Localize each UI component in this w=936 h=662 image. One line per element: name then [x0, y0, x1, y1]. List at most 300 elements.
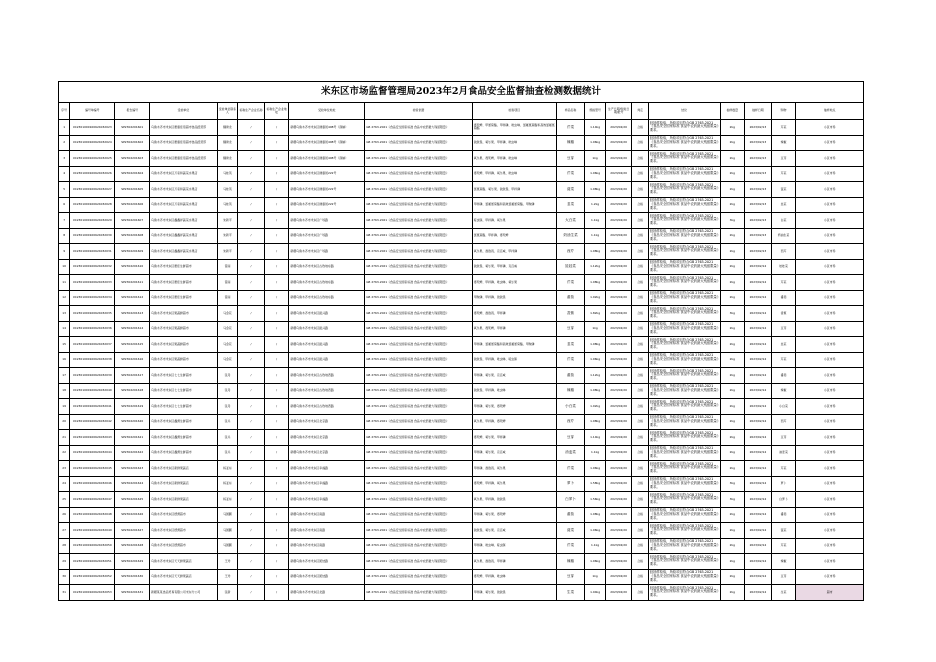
cell-seq: 29	[59, 554, 70, 570]
cell-sampling-place: 小区市场	[796, 368, 864, 384]
cell-sample-qty: 2kg	[720, 337, 745, 353]
cell-date: 2023/02/20	[605, 569, 632, 585]
cell-report-no: SP2302201609	[115, 244, 150, 260]
cell-seq: 25	[59, 492, 70, 508]
cell-judgement: 合格	[632, 166, 648, 182]
cell-seq: 17	[59, 368, 70, 384]
cell-purchase: 菠菜	[771, 523, 796, 539]
cell-report-no: SP2302201627	[115, 523, 150, 539]
cell-sampling-date: 2023/02/14	[745, 321, 772, 337]
cell-purchase: 芹菜	[771, 461, 796, 477]
cell-report-no: SP2302201631	[115, 585, 150, 601]
cell-purchase: 芹菜	[771, 120, 796, 136]
cell-producer-name: /	[238, 399, 265, 415]
cell-producer-name: /	[238, 585, 265, 601]
table-row	[59, 507, 864, 523]
cell-sample-name: 芹菜	[556, 275, 585, 291]
cell-producer-name: /	[238, 383, 265, 399]
cell-conclusion: 经抽样检验，所检项目符合GB 2763-2021《食品安全国家标准 食品中农药最大残留限量》要求。	[648, 445, 720, 461]
cell-seq: 3	[59, 151, 70, 167]
cell-judgement: 合格	[632, 259, 648, 275]
cell-date: 2023/02/20	[605, 321, 632, 337]
cell-form-no: XC2301000100624032038	[70, 352, 115, 368]
cell-form-no: XC2301000100624032053	[70, 585, 115, 601]
cell-form-no: XC2301000100624032027	[70, 182, 115, 198]
cell-contact: 魏建龙	[217, 120, 237, 136]
cell-inspected-unit: 乌鲁木齐市米东区鑫鑫祥蔬菜水果店	[150, 244, 218, 260]
cell-producer-address: /	[264, 213, 289, 229]
inspection-table	[58, 102, 864, 601]
header-inspected-unit: 受检单位	[150, 103, 218, 120]
cell-report-no: SP2302201611	[115, 275, 150, 291]
cell-date: 2023/02/20	[605, 244, 632, 260]
cell-judgement: 合格	[632, 135, 648, 151]
cell-unit-address: 新疆乌鲁木齐市米东区北京路	[289, 445, 365, 461]
cell-date: 2023/02/20	[605, 399, 632, 415]
cell-test-basis: GB 2763-2021《食品安全国家标准 食品中农药最大残留限量》	[365, 259, 473, 275]
cell-sample-qty: 2kg	[720, 585, 745, 601]
cell-test-basis: GB 2763-2021《食品安全国家标准 食品中农药最大残留限量》	[365, 569, 473, 585]
cell-test-basis: GB 2763-2021《食品安全国家标准 食品中农药最大残留限量》	[365, 151, 473, 167]
cell-spec: 1.08kg	[585, 182, 605, 198]
table-row	[59, 430, 864, 446]
cell-purchase: 香蕉	[771, 306, 796, 322]
cell-purchase: 娃娃菜	[771, 259, 796, 275]
cell-judgement: 合格	[632, 383, 648, 399]
cell-date: 2023/02/20	[605, 352, 632, 368]
cell-judgement: 合格	[632, 290, 648, 306]
cell-contact: 马桂英	[217, 166, 237, 182]
cell-report-no: SP2302201612	[115, 290, 150, 306]
cell-test-items: 甲拌磷、氧乐果、克百威	[472, 445, 556, 461]
cell-producer-address: /	[264, 352, 289, 368]
cell-sampling-date: 2023/02/14	[745, 507, 772, 523]
cell-test-items: 毒死蜱、甲拌磷、氧乐果	[472, 476, 556, 492]
cell-sampling-place: 小区市场	[796, 244, 864, 260]
cell-contact: 张丹	[217, 368, 237, 384]
cell-unit-address: 新疆乌鲁木齐市米东区幸福路	[289, 476, 365, 492]
cell-producer-name: /	[238, 352, 265, 368]
cell-producer-address: /	[264, 228, 289, 244]
cell-conclusion: 经抽样检验，所检项目符合GB 2763-2021《食品安全国家标准 食品中农药最大残留限量》要求。	[648, 507, 720, 523]
cell-test-basis: GB 2763-2021《食品安全国家标准 食品中农药最大残留限量》	[365, 461, 473, 477]
table-row	[59, 352, 864, 368]
cell-sampling-place: 小区市场	[796, 321, 864, 337]
cell-report-no: SP2302201614	[115, 321, 150, 337]
cell-test-basis: GB 2763-2021《食品安全国家标准 食品中农药最大残留限量》	[365, 321, 473, 337]
cell-sampling-date: 2023/02/14	[745, 430, 772, 446]
cell-report-no: SP2302201623	[115, 461, 150, 477]
table-row	[59, 368, 864, 384]
cell-conclusion: 经抽样检验，所检项目符合GB 2763-2021《食品安全国家标准 食品中农药最大残留限量》要求。	[648, 120, 720, 136]
cell-test-basis: GB 2763-2021《食品安全国家标准 食品中农药最大残留限量》	[365, 476, 473, 492]
cell-inspected-unit: 乌鲁木齐市米东区万家和蔬菜水果店	[150, 197, 218, 213]
cell-sampling-place: 小区市场	[796, 399, 864, 415]
cell-judgement: 合格	[632, 461, 648, 477]
cell-sample-qty: 2kg	[720, 151, 745, 167]
cell-report-no: SP2302201629	[115, 554, 150, 570]
cell-test-basis: GB 2763-2021《食品安全国家标准 食品中农药最大残留限量》	[365, 523, 473, 539]
cell-conclusion: 经抽样检验，所检项目符合GB 2763-2021《食品安全国家标准 食品中农药最大残留限量》要求。	[648, 414, 720, 430]
cell-sample-name: 奶油生菜	[556, 228, 585, 244]
cell-test-items: 甲拌磷、敌敌畏、氧乐果	[472, 461, 556, 477]
cell-form-no: XC2301000100624032043	[70, 430, 115, 446]
cell-spec: 1kg	[585, 321, 605, 337]
cell-inspected-unit: 乌鲁木齐市米东区天天鲜果蔬店	[150, 569, 218, 585]
cell-spec: 1.08kg	[585, 414, 605, 430]
header-test-items: 检验项目	[472, 103, 556, 120]
cell-date: 2023/02/20	[605, 492, 632, 508]
cell-producer-address: /	[264, 492, 289, 508]
cell-seq: 27	[59, 523, 70, 539]
cell-conclusion: 经抽样检验，所检项目符合GB 2763-2021《食品安全国家标准 食品中农药最大残留限量》要求。	[648, 228, 720, 244]
cell-producer-address: /	[264, 306, 289, 322]
cell-report-no: SP2302201626	[115, 507, 150, 523]
cell-judgement: 合格	[632, 213, 648, 229]
cell-producer-name: /	[238, 321, 265, 337]
cell-sample-qty: 2kg	[720, 523, 745, 539]
cell-form-no: XC2301000100624032025	[70, 151, 115, 167]
cell-unit-address: 新疆乌鲁木齐市米东区北京路	[289, 414, 365, 430]
table-row	[59, 445, 864, 461]
cell-sample-name: 番茄	[556, 368, 585, 384]
cell-unit-address: 新疆乌鲁木齐市米东区振兴路	[289, 352, 365, 368]
cell-judgement: 合格	[632, 337, 648, 353]
cell-sampling-date: 2023/02/14	[745, 275, 772, 291]
cell-sample-qty: 2kg	[720, 244, 745, 260]
cell-date: 2023/02/20	[605, 523, 632, 539]
cell-sampling-date: 2023/02/14	[745, 492, 772, 508]
cell-unit-address: 新疆乌鲁木齐市米东区南路	[289, 538, 365, 554]
cell-inspected-unit: 乌鲁木齐市米东区惠佳生鲜超市	[150, 259, 218, 275]
cell-seq: 13	[59, 306, 70, 322]
cell-date: 2023/02/20	[605, 461, 632, 477]
cell-contact: 马金花	[217, 352, 237, 368]
cell-sampling-place: 小区市场	[796, 554, 864, 570]
cell-sample-qty: 2kg	[720, 182, 745, 198]
cell-form-no: XC2301000100624032045	[70, 461, 115, 477]
cell-contact: 马金花	[217, 337, 237, 353]
cell-sample-name: 芹菜	[556, 352, 585, 368]
cell-spec: 1.06kg	[585, 461, 605, 477]
cell-report-no: SP2302201625	[115, 492, 150, 508]
cell-sampling-date: 2023/02/13	[745, 228, 772, 244]
cell-purchase: 豆芽	[771, 430, 796, 446]
cell-purchase: 芹菜	[771, 538, 796, 554]
cell-report-no: SP2302201622	[115, 445, 150, 461]
cell-conclusion: 经抽样检验，所检项目符合GB 2763-2021《食品安全国家标准 食品中农药最大残留限量》要求。	[648, 368, 720, 384]
cell-report-no: SP2302201630	[115, 569, 150, 585]
cell-date: 2023/02/20	[605, 585, 632, 601]
cell-producer-address: /	[264, 182, 289, 198]
cell-purchase: 番茄	[771, 507, 796, 523]
cell-test-items: 啶虫脒、甲拌磷、氧乐果	[472, 213, 556, 229]
cell-producer-name: /	[238, 290, 265, 306]
cell-form-no: XC2301000100624032029	[70, 213, 115, 229]
cell-date: 2023/02/20	[605, 275, 632, 291]
cell-purchase: 西芹	[771, 414, 796, 430]
cell-inspected-unit: 乌鲁木齐市米东区果蔬鲜超市	[150, 337, 218, 353]
cell-inspected-unit: 乌鲁木齐市米东区惠佳生鲜超市	[150, 290, 218, 306]
cell-sample-name: 大白菜	[556, 213, 585, 229]
cell-producer-name: /	[238, 461, 265, 477]
cell-spec: 1.08kg	[585, 383, 605, 399]
cell-unit-address: 新疆乌鲁木齐市米东区古牧地东路	[289, 290, 365, 306]
cell-unit-address: 新疆乌鲁木齐市米东区健康街222号	[289, 166, 365, 182]
cell-sample-qty: 2kg	[720, 197, 745, 213]
cell-purchase: 菠菜	[771, 182, 796, 198]
cell-sample-name: 芹菜	[556, 120, 585, 136]
cell-date: 2023/02/20	[605, 213, 632, 229]
cell-test-items: 毒死蜱、甲拌磷、吡虫啉	[472, 569, 556, 585]
cell-contact: 杨亚东	[217, 461, 237, 477]
cell-sampling-date: 2023/02/14	[745, 383, 772, 399]
cell-spec: 1.04kg	[585, 585, 605, 601]
cell-test-items: 甲拌磷、吡虫啉、啶虫脒	[472, 538, 556, 554]
spreadsheet-sheet	[58, 81, 864, 601]
cell-sample-name: 白萝卜	[556, 492, 585, 508]
cell-sampling-place: 小区市场	[796, 523, 864, 539]
cell-contact: 晋丽	[217, 259, 237, 275]
cell-contact: 马国鹏	[217, 538, 237, 554]
table-row	[59, 461, 864, 477]
cell-sampling-place: 小区市场	[796, 166, 864, 182]
table-row	[59, 213, 864, 229]
cell-judgement: 合格	[632, 569, 648, 585]
table-row	[59, 151, 864, 167]
cell-producer-address: /	[264, 476, 289, 492]
table-row	[59, 120, 864, 136]
header-sampling-date: 抽样日期	[745, 103, 772, 120]
cell-sample-qty: 2kg	[720, 259, 745, 275]
cell-sampling-date: 2023/02/14	[745, 476, 772, 492]
cell-sample-name: 娃娃菜	[556, 259, 585, 275]
cell-test-items: 氧乐果、敌敌畏、甲拌磷	[472, 554, 556, 570]
cell-unit-address: 新疆乌鲁木齐市米东区幸福路	[289, 461, 365, 477]
cell-conclusion: 经抽样检验，所检项目符合GB 2763-2021《食品安全国家标准 食品中农药最大残留限量》要求。	[648, 213, 720, 229]
cell-unit-address: 新疆乌鲁木齐市米东区健康街498号（商铺）	[289, 135, 365, 151]
cell-unit-address: 新疆乌鲁木齐市米东区北京路	[289, 430, 365, 446]
table-row	[59, 523, 864, 539]
header-purchase: 购物	[771, 103, 796, 120]
cell-contact: 魏建龙	[217, 151, 237, 167]
cell-producer-address: /	[264, 337, 289, 353]
cell-contact: 张丹	[217, 399, 237, 415]
cell-test-basis: GB 2763-2021《食品安全国家标准 食品中农药最大残留限量》	[365, 244, 473, 260]
cell-producer-name: /	[238, 414, 265, 430]
table-row	[59, 554, 864, 570]
cell-inspected-unit: 乌鲁木齐市米东区德源超市	[150, 507, 218, 523]
cell-sampling-date: 2023/02/14	[745, 569, 772, 585]
cell-purchase: 芹菜	[771, 166, 796, 182]
cell-form-no: XC2301000100624032047	[70, 492, 115, 508]
cell-producer-name: /	[238, 120, 265, 136]
cell-contact: 朱新平	[217, 228, 237, 244]
cell-seq: 20	[59, 414, 70, 430]
cell-spec: 1.82kg	[585, 306, 605, 322]
cell-report-no: SP2302201601	[115, 120, 150, 136]
cell-unit-address: 新疆乌鲁木齐市米东区健康街498号（商铺）	[289, 151, 365, 167]
header-sample-name: 样品名称	[556, 103, 585, 120]
cell-sample-qty: 2kg	[720, 445, 745, 461]
cell-spec: 1.1kg	[585, 213, 605, 229]
cell-form-no: XC2301000100624032048	[70, 507, 115, 523]
cell-producer-address: /	[264, 120, 289, 136]
cell-contact: 张新	[217, 585, 237, 601]
cell-purchase: 芹菜	[771, 275, 796, 291]
cell-report-no: SP2302201615	[115, 337, 150, 353]
cell-purchase: 白萝卜	[771, 492, 796, 508]
cell-form-no: XC2301000100624032044	[70, 445, 115, 461]
cell-producer-address: /	[264, 445, 289, 461]
cell-contact: 晋丽	[217, 275, 237, 291]
cell-seq: 19	[59, 399, 70, 415]
cell-producer-address: /	[264, 290, 289, 306]
cell-producer-address: /	[264, 166, 289, 182]
cell-test-items: 甲拌磷、氧乐果、毒死蜱	[472, 399, 556, 415]
cell-sample-name: 油麦菜	[556, 445, 585, 461]
cell-contact: 张兵	[217, 430, 237, 446]
cell-sampling-date: 2023/02/14	[745, 399, 772, 415]
cell-inspected-unit: 乌鲁木齐市米东区鑫鑫祥蔬菜水果店	[150, 213, 218, 229]
cell-sample-name: 辣椒	[556, 135, 585, 151]
cell-sampling-place: 小区市场	[796, 476, 864, 492]
cell-spec: 1.2kg	[585, 197, 605, 213]
cell-conclusion: 经抽样检验，所检项目符合GB 2763-2021《食品安全国家标准 食品中农药最大残留限量》要求。	[648, 554, 720, 570]
cell-conclusion: 经抽样检验，所检项目符合GB 2763-2021《食品安全国家标准 食品中农药最大残留限量》要求。	[648, 538, 720, 554]
cell-sampling-place: 小区市场	[796, 383, 864, 399]
cell-sampling-date: 2023/02/14	[745, 414, 772, 430]
cell-sample-name: 西芹	[556, 244, 585, 260]
header-sample-qty: 抽样数量	[720, 103, 745, 120]
cell-sample-qty: 2kg	[720, 120, 745, 136]
cell-unit-address: 新疆乌鲁木齐市米东区广场路	[289, 213, 365, 229]
table-row	[59, 569, 864, 585]
cell-producer-address: /	[264, 383, 289, 399]
cell-producer-name: /	[238, 166, 265, 182]
cell-producer-name: /	[238, 182, 265, 198]
cell-sample-name: 西芹	[556, 414, 585, 430]
cell-spec: 1.06kg	[585, 135, 605, 151]
cell-form-no: XC2301000100624032040	[70, 383, 115, 399]
cell-sample-qty: 2kg	[720, 461, 745, 477]
cell-conclusion: 经抽样检验，所检项目符合GB 2763-2021《食品安全国家标准 食品中农药最大残留限量》要求。	[648, 569, 720, 585]
cell-sampling-place: 小区市场	[796, 337, 864, 353]
cell-inspected-unit: 乌鲁木齐市米东区万家和蔬菜水果店	[150, 166, 218, 182]
cell-contact: 晋丽	[217, 290, 237, 306]
cell-test-items: 氧乐果、甲拌磷、敌敌畏	[472, 492, 556, 508]
cell-conclusion: 经抽样检验，所检项目符合GB 2763-2021《食品安全国家标准 食品中农药最大残留限量》要求。	[648, 383, 720, 399]
cell-sample-qty: 2kg	[720, 430, 745, 446]
cell-producer-name: /	[238, 430, 265, 446]
cell-seq: 4	[59, 166, 70, 182]
cell-judgement: 合格	[632, 585, 648, 601]
cell-contact: 朱新平	[217, 244, 237, 260]
cell-spec: 1.08kg	[585, 244, 605, 260]
cell-sampling-place: 小区市场	[796, 151, 864, 167]
cell-inspected-unit: 乌鲁木齐市米东区德源超市	[150, 538, 218, 554]
cell-conclusion: 经抽样检验，所检项目符合GB 2763-2021《食品安全国家标准 食品中农药最大残留限量》要求。	[648, 166, 720, 182]
table-row	[59, 166, 864, 182]
cell-purchase: 奶油生菜	[771, 228, 796, 244]
cell-seq: 24	[59, 476, 70, 492]
cell-date: 2023/02/20	[605, 306, 632, 322]
cell-date: 2023/02/20	[605, 476, 632, 492]
cell-form-no: XC2301000100624032042	[70, 414, 115, 430]
cell-date: 2023/02/20	[605, 445, 632, 461]
header-seq: 序号	[59, 103, 70, 120]
cell-date: 2023/02/20	[605, 430, 632, 446]
cell-sampling-date: 2023/02/14	[745, 352, 772, 368]
cell-producer-name: /	[238, 306, 265, 322]
cell-producer-address: /	[264, 259, 289, 275]
cell-sample-name: 韭菜	[556, 197, 585, 213]
cell-test-basis: GB 2763-2021《食品安全国家标准 食品中农药最大残留限量》	[365, 383, 473, 399]
cell-sampling-place: 超市	[796, 585, 864, 601]
table-row	[59, 321, 864, 337]
cell-sampling-place: 小区市场	[796, 290, 864, 306]
cell-test-items: 甲拌磷、氯氟氰菊酯和高效氯氟氰菊酯、甲胺磷	[472, 337, 556, 353]
cell-sampling-date: 2023/02/14	[745, 461, 772, 477]
cell-contact: 王玲	[217, 569, 237, 585]
cell-sampling-place: 小区市场	[796, 275, 864, 291]
cell-sample-qty: 2kg	[720, 321, 745, 337]
cell-form-no: XC2301000100624032031	[70, 244, 115, 260]
cell-purchase: 豆芽	[771, 151, 796, 167]
table-row	[59, 290, 864, 306]
cell-conclusion: 经抽样检验，所检项目符合GB 2763-2021《食品安全国家标准 食品中农药最大残留限量》要求。	[648, 275, 720, 291]
cell-seq: 31	[59, 585, 70, 601]
cell-sample-qty: 2kg	[720, 383, 745, 399]
cell-sampling-date: 2023/02/13	[745, 135, 772, 151]
cell-form-no: XC2301000100624032032	[70, 259, 115, 275]
cell-seq: 6	[59, 197, 70, 213]
cell-unit-address: 新疆乌鲁木齐市米东区健康街498号（商铺）	[289, 120, 365, 136]
cell-contact: 张兵	[217, 445, 237, 461]
cell-test-items: 毒死蜱、甲拌磷、氧乐果、吡虫啉	[472, 166, 556, 182]
cell-conclusion: 经抽样检验，所检项目符合GB 2763-2021《食品安全国家标准 食品中农药最大残留限量》要求。	[648, 399, 720, 415]
cell-spec: 1.14kg	[585, 430, 605, 446]
cell-seq: 30	[59, 569, 70, 585]
header-producer-name: 标称生产企业名称	[238, 103, 265, 120]
cell-sampling-date: 2023/02/14	[745, 538, 772, 554]
cell-spec: 1.58kg	[585, 476, 605, 492]
cell-sampling-place: 小区市场	[796, 430, 864, 446]
cell-spec: 1.08kg	[585, 275, 605, 291]
cell-spec: 1.56kg	[585, 492, 605, 508]
cell-conclusion: 经抽样检验，所检项目符合GB 2763-2021《食品安全国家标准 食品中农药最大残留限量》要求。	[648, 476, 720, 492]
cell-sampling-place: 小区市场	[796, 569, 864, 585]
cell-inspected-unit: 乌鲁木齐市米东区新鲜果蔬店	[150, 476, 218, 492]
cell-test-basis: GB 2763-2021《食品安全国家标准 食品中农药最大残留限量》	[365, 290, 473, 306]
cell-date: 2023/02/20	[605, 538, 632, 554]
cell-report-no: SP2302201610	[115, 259, 150, 275]
cell-test-items: 氧乐果、毒死蜱、甲拌磷	[472, 321, 556, 337]
cell-test-items: 毒死蜱、氧乐果、甲拌磷	[472, 430, 556, 446]
cell-inspected-unit: 乌鲁木齐市米东区惠佳生鲜超市	[150, 275, 218, 291]
cell-spec: 1.06kg	[585, 352, 605, 368]
cell-contact: 张丹	[217, 383, 237, 399]
cell-spec: 1.1kg	[585, 228, 605, 244]
table-row	[59, 538, 864, 554]
cell-date: 2023/02/20	[605, 414, 632, 430]
cell-conclusion: 经抽样检验，所检项目符合GB 2763-2021《食品安全国家标准 食品中农药最大残留限量》要求。	[648, 461, 720, 477]
cell-sampling-date: 2023/02/14	[745, 337, 772, 353]
cell-test-basis: GB 2763-2021《食品安全国家标准 食品中农药最大残留限量》	[365, 492, 473, 508]
cell-test-basis: GB 2763-2021《食品安全国家标准 食品中农药最大残留限量》	[365, 554, 473, 570]
cell-contact: 马金花	[217, 306, 237, 322]
cell-report-no: SP2302201605	[115, 182, 150, 198]
